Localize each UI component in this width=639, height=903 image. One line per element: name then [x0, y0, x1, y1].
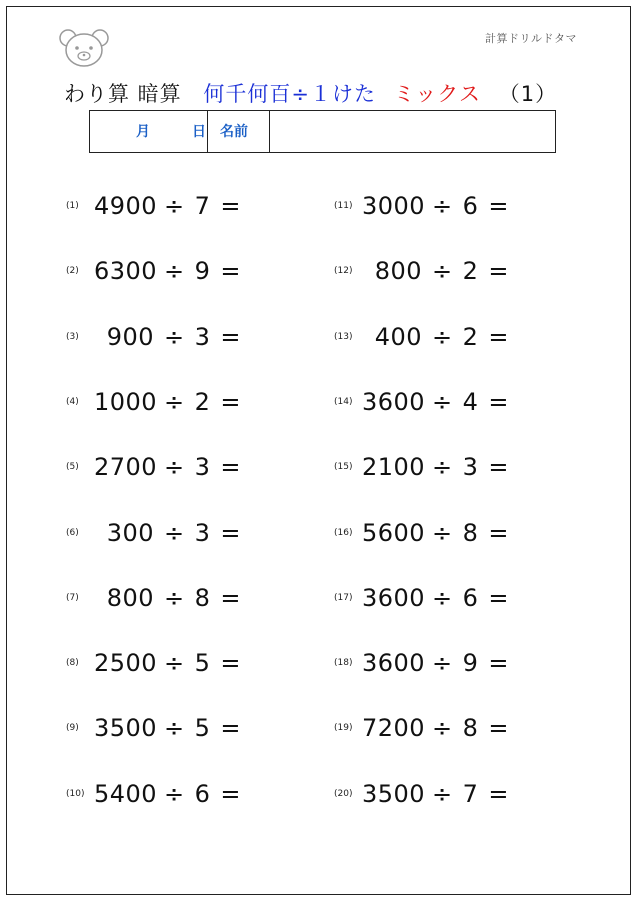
divide-sign: ÷ [432, 387, 453, 416]
problem-number: (5) [66, 462, 79, 473]
problem-expression [362, 388, 519, 416]
problem-item [334, 518, 519, 548]
problem-item [334, 256, 519, 286]
divisor: 4 [462, 387, 479, 416]
problem-item [66, 256, 251, 286]
divisor: 5 [194, 714, 211, 743]
problem-number: (6) [66, 527, 79, 538]
divide-sign: ÷ [432, 192, 453, 220]
problem-expression [94, 519, 251, 547]
divide-sign: ÷ [164, 453, 185, 482]
divisor: 6 [462, 192, 479, 220]
problem-number: (3) [66, 331, 79, 342]
equals-sign: = [220, 453, 241, 482]
problem-number: (13) [334, 331, 353, 342]
divisor: 8 [194, 583, 211, 612]
problem-number: (1) [66, 201, 79, 211]
divisor: 2 [462, 257, 479, 286]
problem-item [334, 779, 519, 809]
divisor: 2 [194, 387, 211, 416]
equals-sign: = [488, 257, 509, 286]
divide-sign: ÷ [432, 322, 453, 351]
problem-item [66, 518, 251, 548]
dividend: 5600 [362, 518, 426, 547]
divide-sign: ÷ [164, 322, 185, 351]
equals-sign: = [220, 257, 241, 286]
dividend: 2700 [94, 453, 158, 482]
equals-sign: = [220, 714, 241, 743]
equals-sign: = [220, 387, 241, 416]
divide-sign: ÷ [164, 583, 185, 612]
problem-item [66, 452, 251, 482]
problem-item [334, 583, 519, 613]
equals-sign: = [488, 714, 509, 743]
equals-sign: = [488, 387, 509, 416]
divisor: 6 [194, 779, 211, 808]
dividend: 3600 [362, 583, 426, 612]
problem-item [66, 713, 251, 743]
problem-item [66, 583, 251, 613]
problem-item [334, 191, 519, 221]
dividend: 800 [106, 583, 154, 612]
problem-number: (8) [66, 658, 79, 669]
divide-sign: ÷ [164, 714, 185, 743]
dividend: 400 [374, 322, 422, 351]
problem-item [66, 191, 251, 221]
divide-sign: ÷ [432, 779, 453, 808]
equals-sign: = [220, 583, 241, 612]
divide-sign: ÷ [164, 257, 185, 286]
problem-expression [94, 649, 251, 677]
problem-number: (19) [334, 723, 353, 734]
divisor: 7 [462, 779, 479, 808]
name-label: 名前 [208, 111, 270, 152]
dividend: 7200 [362, 714, 426, 743]
divide-sign: ÷ [432, 257, 453, 286]
divisor: 3 [462, 453, 479, 482]
problem-number: (18) [334, 658, 353, 669]
problem-item [66, 387, 251, 417]
name-field[interactable] [270, 111, 555, 152]
equals-sign: = [220, 649, 241, 678]
problem-number: (4) [66, 396, 79, 407]
title-topic: 何千何百÷１けた [203, 82, 376, 106]
dividend: 2500 [94, 649, 158, 678]
divide-sign: ÷ [432, 714, 453, 743]
equals-sign: = [488, 192, 509, 220]
month-label: 月 [136, 124, 150, 140]
dividend: 5400 [94, 779, 158, 808]
problem-expression [362, 519, 519, 547]
divide-sign: ÷ [164, 779, 185, 808]
date-cell[interactable] [90, 111, 208, 152]
divide-sign: ÷ [432, 583, 453, 612]
divisor: 6 [462, 583, 479, 612]
brand-label: 計算ドリルドタマ [485, 32, 577, 45]
title-main: わり算 暗算 [64, 82, 182, 106]
divide-sign: ÷ [164, 192, 185, 220]
name-date-box [89, 110, 556, 153]
problem-number: (17) [334, 592, 353, 603]
problem-expression [362, 780, 519, 808]
problem-expression [362, 714, 519, 742]
problem-item [334, 322, 519, 352]
problem-expression [94, 780, 251, 808]
problem-number: (10) [66, 788, 85, 799]
title-number: （1） [498, 82, 558, 106]
equals-sign: = [488, 453, 509, 482]
divide-sign: ÷ [164, 518, 185, 547]
problem-number: (7) [66, 592, 79, 603]
dividend: 300 [106, 518, 154, 547]
problem-item [334, 713, 519, 743]
equals-sign: = [220, 518, 241, 547]
divide-sign: ÷ [432, 453, 453, 482]
problem-expression [362, 323, 519, 351]
dividend: 900 [106, 322, 154, 351]
problem-expression [362, 584, 519, 612]
divisor: 8 [462, 518, 479, 547]
divisor: 3 [194, 518, 211, 547]
problem-item [66, 648, 251, 678]
problem-expression [94, 453, 251, 481]
title-mix: ミックス [393, 82, 482, 106]
dividend: 3600 [362, 387, 426, 416]
equals-sign: = [488, 322, 509, 351]
equals-sign: = [488, 649, 509, 678]
problem-item [334, 452, 519, 482]
problem-item [334, 648, 519, 678]
problem-number: (11) [334, 201, 353, 211]
problem-expression [362, 453, 519, 481]
problem-expression [94, 584, 251, 612]
dividend: 1000 [94, 387, 158, 416]
equals-sign: = [488, 583, 509, 612]
dividend: 3000 [362, 192, 426, 220]
divisor: 3 [194, 453, 211, 482]
problem-item [334, 387, 519, 417]
problem-item [66, 779, 251, 809]
divisor: 8 [462, 714, 479, 743]
day-label: 日 [192, 124, 206, 140]
problem-expression [362, 649, 519, 677]
dividend: 3500 [362, 779, 426, 808]
divide-sign: ÷ [432, 518, 453, 547]
equals-sign: = [220, 322, 241, 351]
divisor: 3 [194, 322, 211, 351]
problem-number: (16) [334, 527, 353, 538]
divide-sign: ÷ [164, 649, 185, 678]
problem-expression [362, 192, 519, 220]
divisor: 9 [462, 649, 479, 678]
divide-sign: ÷ [432, 649, 453, 678]
problem-item [66, 322, 251, 352]
problem-number: (14) [334, 396, 353, 407]
dividend: 6300 [94, 257, 158, 286]
divisor: 2 [462, 322, 479, 351]
problem-number: (20) [334, 788, 353, 799]
divisor: 7 [194, 192, 211, 220]
divisor: 5 [194, 649, 211, 678]
page-title [64, 78, 557, 108]
dividend: 3600 [362, 649, 426, 678]
divisor: 9 [194, 257, 211, 286]
problem-expression [94, 388, 251, 416]
problem-number: (12) [334, 266, 353, 277]
equals-sign: = [488, 779, 509, 808]
dividend: 4900 [94, 192, 158, 220]
problem-expression [94, 257, 251, 285]
equals-sign: = [488, 518, 509, 547]
problem-expression [94, 323, 251, 351]
dividend: 3500 [94, 714, 158, 743]
dividend: 2100 [362, 453, 426, 482]
equals-sign: = [220, 779, 241, 808]
problem-number: (9) [66, 723, 79, 734]
bear-face-icon [58, 28, 110, 68]
equals-sign: = [220, 192, 241, 220]
problem-number: (15) [334, 462, 353, 473]
divide-sign: ÷ [164, 387, 185, 416]
problem-expression [94, 192, 251, 220]
problem-number: (2) [66, 266, 79, 277]
problem-expression [94, 714, 251, 742]
problem-expression [362, 257, 519, 285]
dividend: 800 [374, 257, 422, 286]
